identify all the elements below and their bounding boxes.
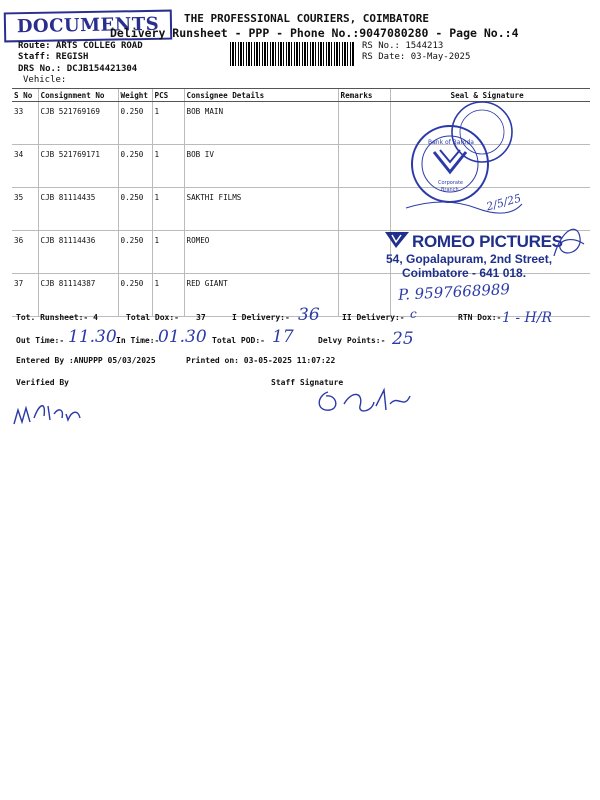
romeo-stamp-address: 54, Gopalapuram, 2nd Street, <box>386 252 553 266</box>
total-dox-value: 37 <box>196 313 206 322</box>
cell-weight: 0.250 <box>118 274 152 317</box>
ii-delivery-label: II Delivery:- <box>342 313 405 322</box>
romeo-stamp-title: ROMEO PICTURES <box>412 232 563 251</box>
i-delivery-value: 36 <box>298 305 320 325</box>
romeo-logo-icon <box>384 231 410 249</box>
total-pod-value: 17 <box>272 327 294 347</box>
cell-sno: 34 <box>12 145 38 188</box>
cell-remarks <box>338 145 390 188</box>
cell-weight: 0.250 <box>118 145 152 188</box>
runsheet-subtitle: Delivery Runsheet - PPP - Phone No.:9047080280 - Page No.:4 <box>110 26 519 40</box>
cell-consignee: RED GIANT <box>184 274 338 317</box>
handwritten-phone: P. 9597668989 <box>397 280 511 304</box>
cell-consignee: BOB MAIN <box>184 102 338 145</box>
cell-pcs: 1 <box>152 231 184 274</box>
verifier-signature <box>10 392 100 432</box>
rtn-dox-value: 1 - H/R <box>502 310 553 326</box>
in-time-value: 01.30 <box>158 327 207 347</box>
bank-seal-text-3: Branch <box>441 187 459 193</box>
staff-signature <box>314 384 424 420</box>
col-pcs: PCS <box>152 89 184 102</box>
cell-sno: 35 <box>12 188 38 231</box>
total-runsheet: Tot. Runsheet:- 4 <box>16 313 98 322</box>
barcode <box>230 42 354 66</box>
entered-by: Entered By :ANUPPP 05/03/2025 <box>16 356 156 365</box>
cell-sno: 33 <box>12 102 38 145</box>
company-title: THE PROFESSIONAL COURIERS, COIMBATORE <box>184 12 430 25</box>
cell-pcs: 1 <box>152 102 184 145</box>
rtn-dox-label: RTN Dox:- <box>458 313 502 322</box>
drs-number: DRS No.: DCJB154421304 <box>18 64 138 74</box>
staff-signature-label: Staff Signature <box>271 378 344 387</box>
cell-weight: 0.250 <box>118 102 152 145</box>
cell-consignment: CJB 81114435 <box>38 188 118 231</box>
cell-consignment: CJB 521769171 <box>38 145 118 188</box>
cell-sno: 36 <box>12 231 38 274</box>
delvy-points-value: 25 <box>392 329 414 349</box>
cell-remarks <box>338 188 390 231</box>
bank-seal-text: Bank of Baroda <box>428 139 474 146</box>
route-label: Route: ARTS COLLEG ROAD <box>18 41 143 51</box>
cell-pcs: 1 <box>152 274 184 317</box>
cell-pcs: 1 <box>152 145 184 188</box>
romeo-signature <box>548 218 588 268</box>
vehicle-label: Vehicle: <box>23 75 67 85</box>
printed-on: Printed on: 03-05-2025 11:07:22 <box>186 356 336 365</box>
cell-consignee: BOB IV <box>184 145 338 188</box>
col-consignment: Consignment No <box>38 89 118 102</box>
col-sno: S No <box>12 89 38 102</box>
cell-remarks <box>338 102 390 145</box>
delvy-points-label: Delvy Points:- <box>318 336 386 345</box>
in-time-label: In Time:- <box>116 336 160 345</box>
col-consignee: Consignee Details <box>184 89 338 102</box>
col-seal: Seal & Signature <box>390 89 590 102</box>
out-time-label: Out Time:- <box>16 336 65 345</box>
cell-remarks <box>338 231 390 274</box>
romeo-stamp-city: Coimbatore - 641 018. <box>402 266 527 280</box>
ii-delivery-value: c <box>410 307 417 321</box>
col-remarks: Remarks <box>338 89 390 102</box>
cell-consignment: CJB 81114436 <box>38 231 118 274</box>
cell-consignee: SAKTHI FILMS <box>184 188 338 231</box>
rs-number: RS No.: 1544213 <box>362 41 444 51</box>
verified-by-label: Verified By <box>16 378 69 387</box>
out-time-value: 11.30 <box>68 327 117 347</box>
cell-consignment: CJB 81114387 <box>38 274 118 317</box>
total-dox-label: Total Dox:- <box>126 313 179 322</box>
rs-date: RS Date: 03-May-2025 <box>362 52 471 62</box>
cell-sno: 37 <box>12 274 38 317</box>
cell-remarks <box>338 274 390 317</box>
bank-seal-text-2: Corporate <box>438 180 463 186</box>
cell-consignment: CJB 521769169 <box>38 102 118 145</box>
cell-weight: 0.250 <box>118 188 152 231</box>
cell-consignee: ROMEO <box>184 231 338 274</box>
handwritten-date: 2/5/25 <box>484 191 523 214</box>
cell-weight: 0.250 <box>118 231 152 274</box>
col-weight: Weight <box>118 89 152 102</box>
total-pod-label: Total POD:- <box>212 336 265 345</box>
staff-label: Staff: REGISH <box>18 52 89 62</box>
i-delivery-label: I Delivery:- <box>232 313 290 322</box>
cell-pcs: 1 <box>152 188 184 231</box>
documents-stamp: DOCUMENTS <box>4 10 172 43</box>
